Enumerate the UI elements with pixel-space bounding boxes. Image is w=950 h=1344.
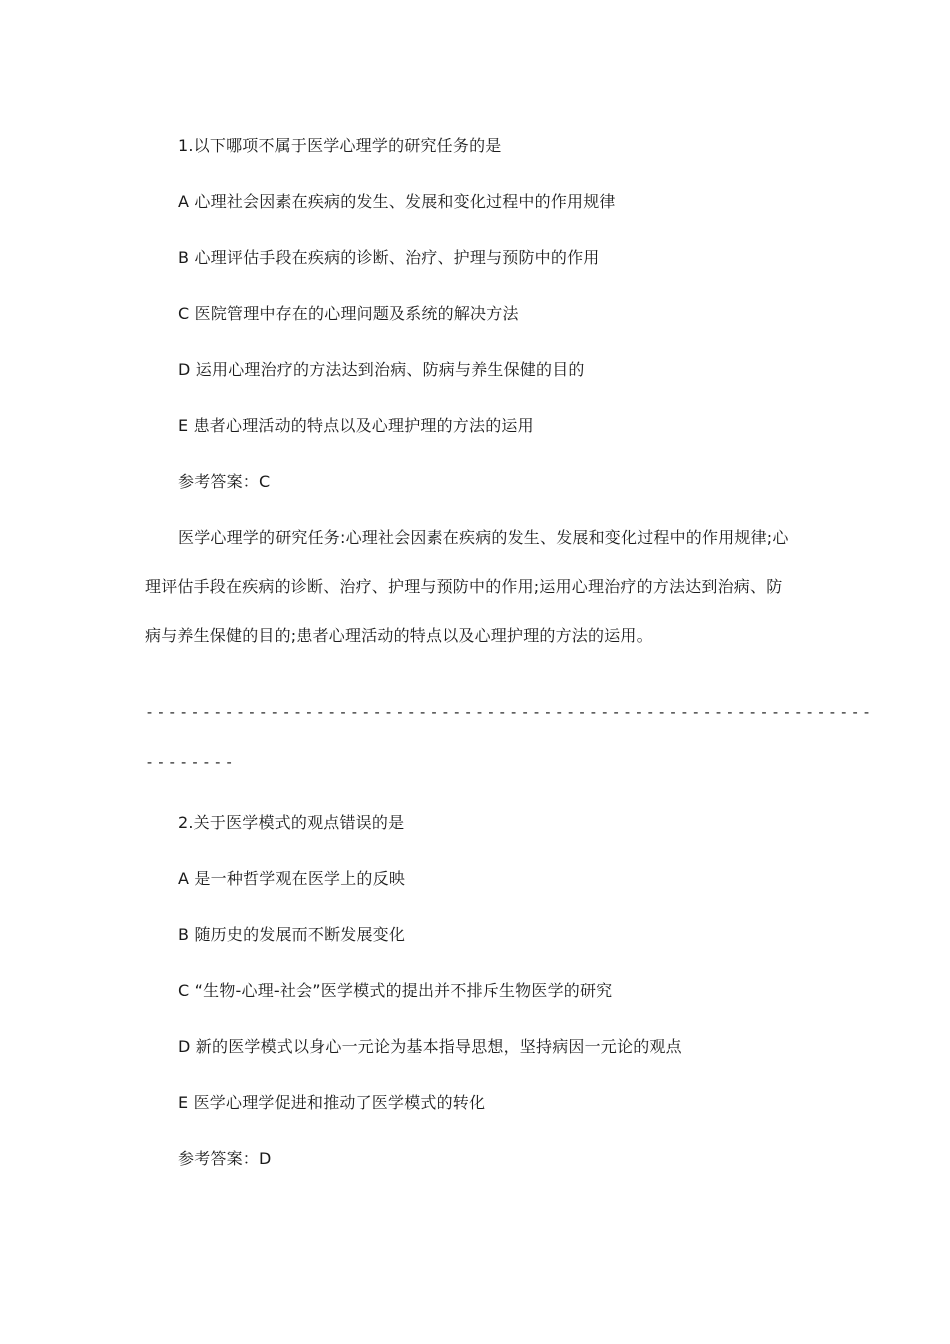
question-2-answer: 参考答案：D <box>178 1149 272 1168</box>
question-2-option-c: C “生物-心理-社会”医学模式的提出并不排斥生物医学的研究 <box>178 981 613 1000</box>
question-2-stem: 2.关于医学模式的观点错误的是 <box>178 813 405 832</box>
question-1-explanation-line-3: 病与养生保健的目的;患者心理活动的特点以及心理护理的方法的运用。 <box>145 626 653 645</box>
question-1-option-b: B 心理评估手段在疾病的诊断、治疗、护理与预防中的作用 <box>178 248 600 267</box>
question-1-option-a: A 心理社会因素在疾病的发生、发展和变化过程中的作用规律 <box>178 192 616 211</box>
question-2-option-b: B 随历史的发展而不断发展变化 <box>178 925 406 944</box>
question-1-stem: 1.以下哪项不属于医学心理学的研究任务的是 <box>178 136 502 155</box>
question-2-option-d: D 新的医学模式以身心一元论为基本指导思想，坚持病因一元论的观点 <box>178 1037 682 1056</box>
separator-line-2: -------- <box>145 753 237 771</box>
question-1-option-d: D 运用心理治疗的方法达到治病、防病与养生保健的目的 <box>178 360 585 379</box>
question-1-explanation-line-1: 医学心理学的研究任务:心理社会因素在疾病的发生、发展和变化过程中的作用规律;心 <box>178 528 789 547</box>
question-1-explanation-line-2: 理评估手段在疾病的诊断、治疗、护理与预防中的作用;运用心理治疗的方法达到治病、防 <box>145 577 783 596</box>
separator-line-1: ---------------------------------------------------------------- <box>145 703 874 721</box>
question-2-option-e: E 医学心理学促进和推动了医学模式的转化 <box>178 1093 486 1112</box>
question-1-option-e: E 患者心理活动的特点以及心理护理的方法的运用 <box>178 416 534 435</box>
question-2-option-a: A 是一种哲学观在医学上的反映 <box>178 869 406 888</box>
question-1-answer: 参考答案：C <box>178 472 271 491</box>
question-1-option-c: C 医院管理中存在的心理问题及系统的解决方法 <box>178 304 519 323</box>
